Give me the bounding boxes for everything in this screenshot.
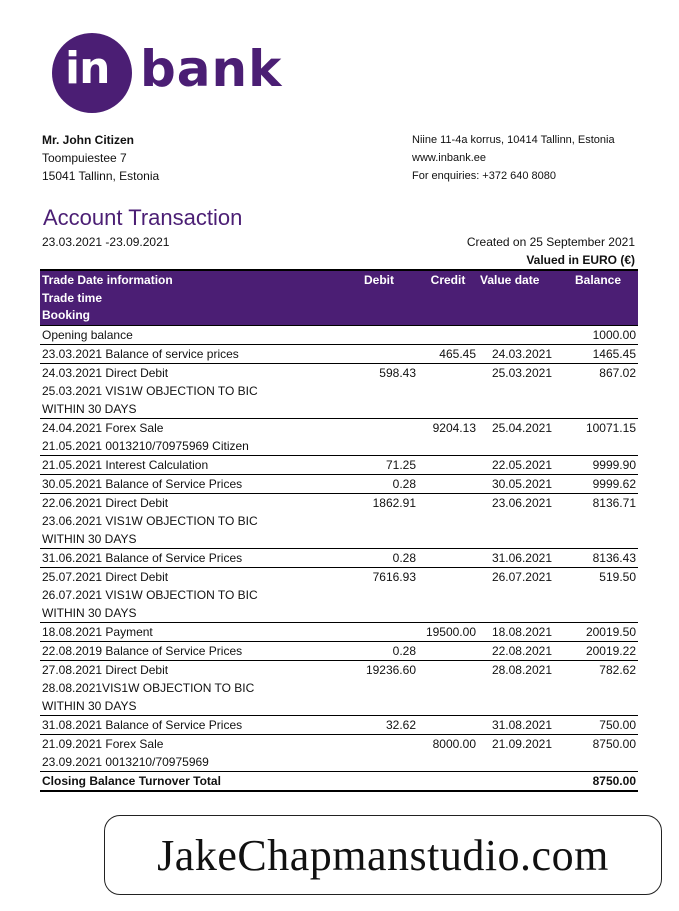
row-value-date: 18.08.2021 [478, 622, 558, 641]
table-row [40, 400, 638, 419]
row-description: 31.06.2021 Balance of Service Prices [40, 548, 340, 567]
row-description: WITHIN 30 DAYS [42, 401, 137, 416]
row-debit [340, 604, 418, 623]
row-debit [340, 325, 418, 344]
row-value-date: 21.09.2021 [478, 734, 558, 753]
row-value-date [478, 325, 558, 344]
row-description: 24.03.2021 Direct Debit [40, 363, 340, 382]
row-debit: 19236.60 [340, 660, 418, 679]
row-value-date: 28.08.2021 [478, 660, 558, 679]
row-balance [558, 604, 638, 623]
row-credit [418, 400, 478, 419]
row-description: 26.07.2021 VIS1W OBJECTION TO BIC [42, 587, 258, 602]
row-balance: 867.02 [558, 363, 638, 382]
row-debit: 0.28 [340, 641, 418, 660]
row-debit: 7616.93 [340, 567, 418, 586]
header-trade-date: Trade Date information [42, 273, 173, 287]
table-row [40, 344, 638, 363]
bank-address: Niine 11-4a korrus, 10414 Tallinn, Estonia [412, 134, 615, 146]
bank-contact [412, 131, 615, 185]
table-row [40, 493, 638, 512]
row-balance: 8750.00 [558, 734, 638, 753]
row-debit [340, 697, 418, 716]
row-credit [418, 679, 478, 697]
row-description: 24.04.2021 Forex Sale [40, 418, 340, 437]
row-description: Opening balance [40, 325, 340, 344]
row-credit [418, 455, 478, 474]
header-value-date [478, 270, 558, 325]
row-value-date: 30.05.2021 [478, 474, 558, 493]
row-debit: 0.28 [340, 548, 418, 567]
row-balance [558, 530, 638, 549]
table-row [40, 418, 638, 437]
row-credit [418, 697, 478, 716]
table-row [40, 660, 638, 679]
row-debit: 1862.91 [340, 493, 418, 512]
table-row [40, 753, 638, 772]
row-balance: 20019.22 [558, 641, 638, 660]
row-credit [418, 474, 478, 493]
row-balance [558, 679, 638, 697]
bank-website: www.inbank.ee [412, 152, 486, 164]
row-credit [418, 437, 478, 456]
table-row [40, 622, 638, 641]
row-credit [418, 325, 478, 344]
watermark: JakeChapmanstudio.com [104, 815, 662, 895]
row-debit [340, 734, 418, 753]
row-description: WITHIN 30 DAYS [42, 698, 137, 713]
row-value-date [478, 437, 558, 456]
row-description: 21.09.2021 Forex Sale [40, 734, 340, 753]
row-balance [558, 437, 638, 456]
row-value-date [478, 400, 558, 419]
row-description: 27.08.2021 Direct Debit [40, 660, 340, 679]
row-description: 28.08.2021VIS1W OBJECTION TO BIC [42, 680, 255, 695]
row-value-date: 25.04.2021 [478, 418, 558, 437]
row-value-date: 26.07.2021 [478, 567, 558, 586]
row-balance: 8136.43 [558, 548, 638, 567]
customer-address [42, 131, 159, 185]
row-credit [418, 715, 478, 734]
row-value-date: 24.03.2021 [478, 344, 558, 363]
row-credit [418, 753, 478, 772]
row-value-date: 31.08.2021 [478, 715, 558, 734]
row-credit: 8000.00 [418, 734, 478, 753]
row-debit [340, 418, 418, 437]
customer-name: Mr. John Citizen [42, 133, 135, 147]
row-balance: 1465.45 [558, 344, 638, 363]
statement-period: 23.03.2021 -23.09.2021 [42, 235, 170, 249]
row-debit [340, 382, 418, 400]
row-value-date: 22.05.2021 [478, 455, 558, 474]
row-debit [340, 530, 418, 549]
row-debit [340, 437, 418, 456]
header-booking: Booking [42, 308, 90, 322]
total-row [40, 771, 638, 791]
row-balance: 20019.50 [558, 622, 638, 641]
row-balance [558, 697, 638, 716]
row-credit: 9204.13 [418, 418, 478, 437]
header-trade-info [40, 270, 340, 325]
row-balance [558, 512, 638, 530]
row-value-date: 31.06.2021 [478, 548, 558, 567]
row-description: WITHIN 30 DAYS [42, 605, 137, 620]
row-description: 30.05.2021 Balance of Service Prices [40, 474, 340, 493]
row-description: 21.05.2021 Interest Calculation [40, 455, 340, 474]
table-header-row [40, 270, 638, 325]
row-credit [418, 567, 478, 586]
row-balance [558, 382, 638, 400]
row-debit [340, 586, 418, 604]
row-description: 25.07.2021 Direct Debit [40, 567, 340, 586]
created-date: Created on 25 September 2021 [466, 235, 635, 249]
row-credit [418, 586, 478, 604]
row-balance: 519.50 [558, 567, 638, 586]
row-debit [340, 622, 418, 641]
logo-mark: in [65, 43, 110, 94]
row-credit: 465.45 [418, 344, 478, 363]
total-debit [340, 771, 418, 791]
row-credit [418, 660, 478, 679]
row-credit [418, 530, 478, 549]
table-row [40, 604, 638, 623]
row-description: WITHIN 30 DAYS [42, 531, 137, 546]
table-row [40, 363, 638, 382]
row-description: 21.05.2021 0013210/70975969 Citizen [42, 438, 249, 453]
row-debit [340, 344, 418, 363]
table-row [40, 382, 638, 400]
row-description: 22.08.2019 Balance of Service Prices [40, 641, 340, 660]
row-debit: 0.28 [340, 474, 418, 493]
header-balance-label: Balance [574, 273, 622, 287]
logo-circle [52, 33, 132, 113]
row-value-date [478, 604, 558, 623]
transactions-body [40, 325, 638, 771]
row-credit [418, 493, 478, 512]
row-description: 23.03.2021 Balance of service prices [40, 344, 340, 363]
header-debit-label: Debit [364, 273, 394, 287]
row-value-date [478, 512, 558, 530]
row-description: 18.08.2021 Payment [40, 622, 340, 641]
logo-wordmark: bank [140, 40, 283, 98]
row-description: 22.06.2021 Direct Debit [40, 493, 340, 512]
header-balance [558, 270, 638, 325]
row-debit: 71.25 [340, 455, 418, 474]
row-value-date [478, 679, 558, 697]
table-row [40, 586, 638, 604]
row-value-date [478, 586, 558, 604]
customer-street: Toompuiestee 7 [42, 151, 127, 165]
row-credit: 19500.00 [418, 622, 478, 641]
row-credit [418, 604, 478, 623]
transactions-table [40, 269, 638, 792]
bank-enquiries: For enquiries: +372 640 8080 [412, 170, 557, 182]
customer-city: 15041 Tallinn, Estonia [42, 169, 160, 183]
table-row [40, 641, 638, 660]
table-row [40, 734, 638, 753]
row-balance: 10071.15 [558, 418, 638, 437]
row-debit [340, 753, 418, 772]
row-balance [558, 753, 638, 772]
header-value-date-label: Value date [480, 273, 540, 287]
row-debit: 598.43 [340, 363, 418, 382]
row-credit [418, 382, 478, 400]
table-row [40, 512, 638, 530]
header-credit-label: Credit [430, 273, 466, 287]
row-description: 23.09.2021 0013210/70975969 [42, 754, 209, 769]
row-balance [558, 400, 638, 419]
row-debit: 32.62 [340, 715, 418, 734]
row-value-date [478, 530, 558, 549]
header-debit [340, 270, 418, 325]
row-credit [418, 641, 478, 660]
total-label: Closing Balance Turnover Total [40, 771, 340, 791]
table-row [40, 530, 638, 549]
row-value-date [478, 697, 558, 716]
table-row [40, 567, 638, 586]
total-credit [418, 771, 478, 791]
total-value-date [478, 771, 558, 791]
row-balance: 9999.90 [558, 455, 638, 474]
row-credit [418, 363, 478, 382]
row-balance [558, 586, 638, 604]
table-row [40, 697, 638, 716]
row-balance: 9999.62 [558, 474, 638, 493]
row-debit [340, 400, 418, 419]
row-debit [340, 679, 418, 697]
table-row [40, 325, 638, 344]
table-row [40, 548, 638, 567]
row-value-date: 22.08.2021 [478, 641, 558, 660]
row-credit [418, 512, 478, 530]
table-row [40, 715, 638, 734]
row-balance: 1000.00 [558, 325, 638, 344]
table-row [40, 437, 638, 456]
row-credit [418, 548, 478, 567]
row-debit [340, 512, 418, 530]
row-description: 25.03.2021 VIS1W OBJECTION TO BIC [42, 383, 258, 398]
table-row [40, 474, 638, 493]
total-balance: 8750.00 [558, 771, 638, 791]
row-value-date: 23.06.2021 [478, 493, 558, 512]
row-value-date [478, 382, 558, 400]
page-title: Account Transaction [43, 205, 243, 230]
row-balance: 782.62 [558, 660, 638, 679]
row-description: 31.08.2021 Balance of Service Prices [40, 715, 340, 734]
row-description: 23.06.2021 VIS1W OBJECTION TO BIC [42, 513, 258, 528]
table-row [40, 679, 638, 697]
row-balance: 750.00 [558, 715, 638, 734]
row-balance: 8136.71 [558, 493, 638, 512]
row-value-date [478, 753, 558, 772]
header-trade-time: Trade time [42, 290, 103, 305]
header-credit [418, 270, 478, 325]
table-row [40, 455, 638, 474]
currency-note: Valued in EURO (€) [526, 253, 635, 267]
row-value-date: 25.03.2021 [478, 363, 558, 382]
